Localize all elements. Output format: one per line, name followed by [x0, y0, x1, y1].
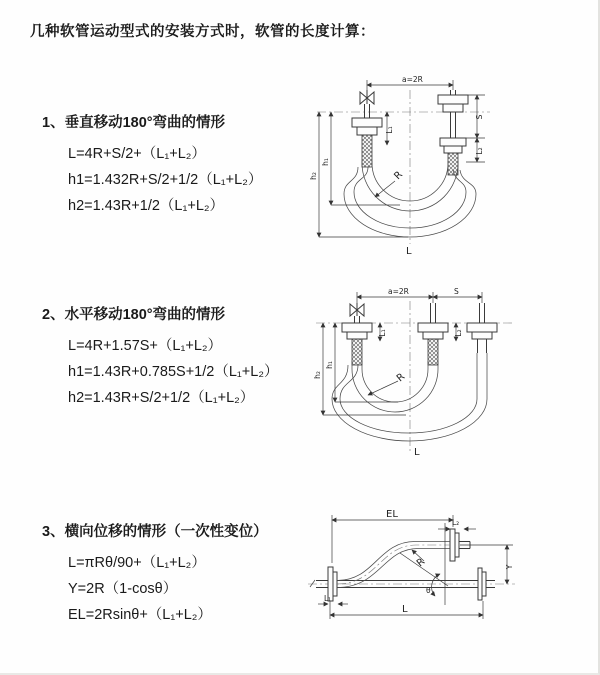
radius-leader: [412, 550, 427, 569]
left-pipe-assembly: [342, 316, 372, 365]
dim-s: [466, 95, 485, 138]
left-fitting-body: [357, 127, 377, 135]
section-2-formula-L: L=4R+1.57S+（L₁+L₂）: [68, 338, 223, 354]
radius-leader: [375, 169, 405, 197]
diagram-vertical-180-bend: [305, 66, 585, 266]
dim-l1: [385, 112, 394, 145]
section-3: [42, 520, 268, 628]
dim-s-label: S: [475, 114, 484, 120]
left-fitting-nut: [352, 118, 382, 127]
length-label: L: [406, 246, 412, 257]
section-3-formula-EL: EL=2Rsinθ+（L₁+L₂）: [68, 607, 212, 623]
valve-icon: [350, 303, 364, 316]
lower-flange: [478, 568, 495, 600]
dim-l2-label: L₂: [452, 518, 460, 527]
dim-h2-label: h₂: [309, 172, 318, 180]
dim-l2: [466, 138, 485, 162]
dim-a-label: a=2R: [388, 287, 409, 296]
dim-h2-label: h₂: [313, 371, 322, 379]
dim-h1-label: h₁: [321, 158, 330, 166]
dim-l1-label: L₁: [324, 594, 332, 603]
radius-label: R: [394, 371, 408, 385]
section-2-heading: 2、水平移动180°弯曲的情形: [42, 307, 226, 323]
angle-label: θ: [426, 586, 431, 595]
dim-l2-label: L₂: [454, 329, 463, 337]
dim-s: [433, 287, 482, 297]
right-pipe-assembly: [467, 303, 497, 353]
section-1: [42, 111, 262, 219]
dim-a-label: a=2R: [402, 75, 423, 84]
dim-y: [460, 545, 514, 584]
section-2-formula-h2: h2=1.43R+S/2+1/2（L₁+L₂）: [68, 390, 255, 406]
length-label: L: [402, 604, 408, 615]
dim-l1-label: L₁: [378, 329, 387, 337]
section-3-heading: 3、横向位移的情形（一次性变位）: [42, 524, 268, 540]
page-title: 几种软管运动型式的安装方式时，软管的长度计算：: [30, 24, 375, 40]
radius-leader: [368, 371, 407, 395]
dim-a-2r: [367, 75, 453, 90]
valve-icon: [360, 90, 374, 104]
dim-y-label: Y: [505, 564, 514, 570]
hose-position-1: [362, 161, 458, 211]
dim-l2: [454, 323, 463, 341]
section-1-heading: 1、垂直移动180°弯曲的情形: [42, 115, 226, 131]
radius-label: R: [392, 169, 406, 183]
dim-l1: [378, 323, 387, 341]
left-pipe-assembly: [352, 104, 382, 167]
dim-a-2r: [357, 287, 482, 303]
section-3-formula-Y: Y=2R（1-cosθ）: [68, 581, 178, 597]
right-braid-section: [448, 153, 458, 175]
left-braid-section: [352, 339, 362, 365]
dim-l1-label: L₁: [385, 126, 394, 134]
dim-el: [332, 509, 453, 563]
radius-label: R: [414, 556, 428, 570]
section-3-formula-L: L=πRθ/90+（L₁+L₂）: [68, 555, 206, 571]
dim-l2-label: L₂: [475, 147, 484, 155]
length-label: L: [414, 447, 420, 458]
section-1-formula-h2: h2=1.43R+1/2（L₁+L₂）: [68, 198, 225, 214]
dim-h1-label: h₁: [325, 361, 334, 369]
right-fitting-upper-nut: [438, 95, 468, 104]
section-1-formula-h1: h1=1.432R+S/2+1/2（L₁+L₂）: [68, 172, 263, 188]
middle-braid-section: [428, 339, 438, 365]
axis-break-mark: [310, 580, 315, 587]
left-braid-section: [362, 135, 372, 167]
diagram-horizontal-180-bend: [308, 283, 593, 463]
diagram-lateral-displacement: [300, 505, 590, 650]
right-fitting-lower-nut: [440, 138, 466, 146]
dim-el-label: EL: [386, 509, 398, 520]
dim-l: [330, 601, 483, 619]
right-pipe-assembly: [438, 90, 468, 175]
hose-position-1: [352, 361, 438, 412]
section-1-formula-L: L=4R+S/2+（L₁+L₂）: [68, 146, 206, 162]
section-2: [42, 303, 278, 411]
right-fitting-upper-body: [443, 104, 463, 112]
middle-pipe-assembly: [418, 303, 448, 365]
dim-s-label: S: [454, 287, 459, 296]
hose-position-2: [332, 353, 487, 441]
section-2-formula-h1: h1=1.43R+0.785S+1/2（L₁+L₂）: [68, 364, 279, 380]
right-fitting-lower-body: [444, 146, 462, 153]
